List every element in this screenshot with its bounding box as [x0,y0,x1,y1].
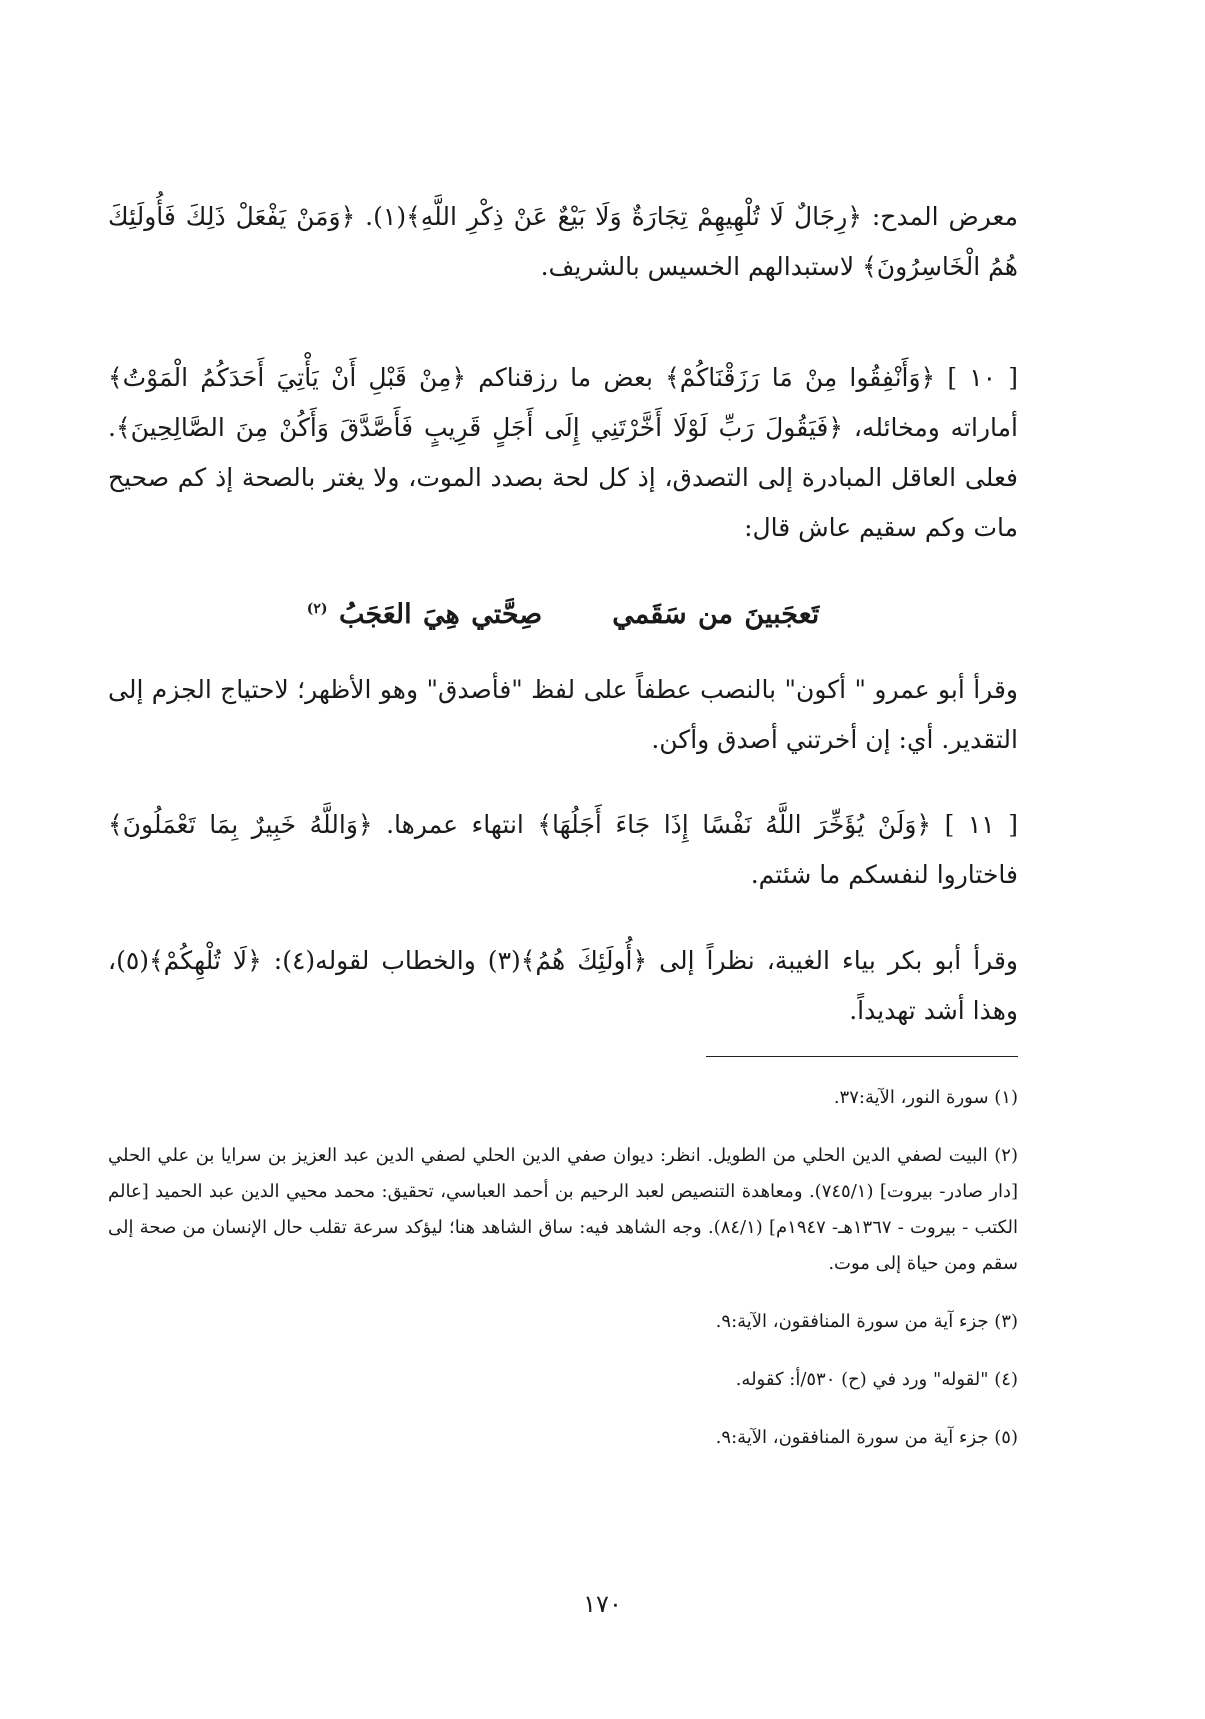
body-paragraph-1 [108,192,1018,292]
paragraph-text: [ ١١ ] ﴿وَلَنْ يُؤَخِّرَ اللَّهُ نَفْسًا إِذَا جَاءَ أَجَلُهَا﴾ انتهاء عمرها. ﴿وَاللَّهُ خَبِيرٌ بِمَا تَعْمَلُونَ﴾ فاختاروا لنفسكم ما شئتم. [108,810,1018,889]
body-paragraph-4 [108,800,1018,900]
body-paragraph-3 [108,665,1018,765]
footnote-4: (٤) "لقوله" ورد في (ح) ٥٣٠/أ: كقوله. [735,1369,1018,1390]
footnote-ref: (٢) [306,601,328,617]
body-paragraph-5 [108,936,1018,1036]
footnotes [108,1080,1018,1478]
paragraph-text: [ ١٠ ] ﴿وَأَنْفِقُوا مِنْ مَا رَزَقْنَاكُمْ﴾ بعض ما رزقناكم ﴿مِنْ قَبْلِ أَنْ يَأْتِيَ أَحَدَكُمُ الْمَوْتُ﴾ أماراته ومخائله، ﴿فَيَقُولَ رَبِّ لَوْلَا أَخَّرْتَنِي إِلَى أَجَلٍ قَرِيبٍ فَأَصَّدَّقَ وَأَكُنْ مِنَ الصَّالِحِينَ﴾. فعلى العاقل المبادرة إلى التصدق، إذ كل لحة بصدد الموت، ولا يغتر بالصحة إذ كم صحيح مات وكم سقيم عاش قال: [108,363,1019,542]
page-number: ١٧٠ [583,1590,622,1618]
body-paragraph-2 [108,353,1018,553]
poetry-verse [108,590,1018,640]
footnote-2: (٢) البيت لصفي الدين الحلي من الطويل. انظر: ديوان صفي الدين الحلي لصفي الدين عبد العزيز بن سرايا بن علي الحلي [دار صادر- بيروت] (٧٤٥/١). ومعاهدة التنصيص لعبد الرحيم بن أحمد العباسي، تحقيق: محمد محيي الدين عبد الحميد [عالم الكتب - بيروت - ١٣٦٧هـ- ١٩٤٧م] (٨٤/١). وجه الشاهد فيه: ساق الشاهد هنا؛ ليؤكد سرعة تقلب حال الإنسان من صحة إلى سقم ومن حياة إلى موت. [108,1145,1019,1274]
footnote-5: (٥) جزء آية من سورة المنافقون، الآية:٩. [715,1427,1018,1448]
paragraph-text: وقرأ أبو عمرو " أكون" بالنصب عطفاً على لفظ "فأصدق" وهو الأظهر؛ لاحتياج الجزم إلى التقدير. أي: إن أخرتني أصدق وأكن. [108,675,1018,754]
footnote-divider [706,1056,1018,1057]
verse-hemistich-1: تَعجَبينَ من سَقَمي [612,599,820,630]
footnote-1: (١) سورة النور، الآية:٣٧. [833,1087,1018,1108]
verse-hemistich-2: صِحَّتي هِيَ العَجَبُ [338,599,543,630]
paragraph-text: معرض المدح: ﴿رِجَالٌ لَا تُلْهِيهِمْ تِجَارَةٌ وَلَا بَيْعٌ عَنْ ذِكْرِ اللَّهِ﴾(١). ﴿وَمَنْ يَفْعَلْ ذَلِكَ فَأُولَئِكَ هُمُ الْخَاسِرُونَ﴾ لاستبدالهم الخسيس بالشريف. [108,202,1018,281]
footnote-3: (٣) جزء آية من سورة المنافقون، الآية:٩. [715,1311,1018,1332]
paragraph-text: وقرأ أبو بكر بياء الغيبة، نظراً إلى ﴿أُولَئِكَ هُمُ﴾(٣) والخطاب لقوله(٤): ﴿لَا تُلْهِكُمْ﴾(٥)، وهذا أشد تهديداً. [108,946,1018,1025]
